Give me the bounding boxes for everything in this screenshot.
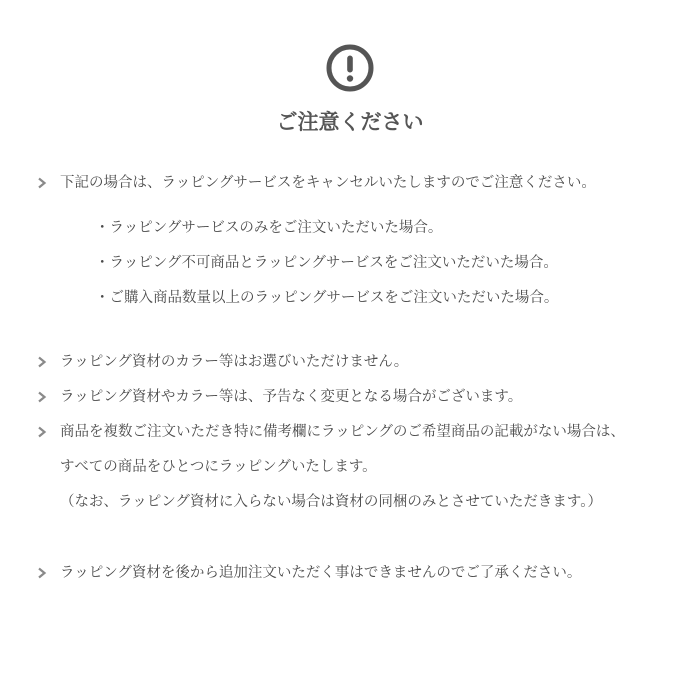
notice-item-multiple-continuation: すべての商品をひとつにラッピングいたします。 bbox=[60, 459, 377, 475]
chevron-right-icon bbox=[36, 567, 48, 579]
chevron-right-icon bbox=[36, 177, 48, 189]
notice-item-change: ラッピング資材やカラー等は、予告なく変更となる場合がございます。 bbox=[60, 389, 523, 405]
sub-item-quantity-exceeded: ・ご購入商品数量以上のラッピングサービスをご注文いただいた場合。 bbox=[95, 290, 559, 306]
sub-item-non-wrappable: ・ラッピング不可商品とラッピングサービスをご注文いただいた場合。 bbox=[95, 255, 558, 271]
chevron-right-icon bbox=[36, 426, 48, 438]
notice-item-multiple: 商品を複数ご注文いただき特に備考欄にラッピングのご希望商品の記載がない場合は、 bbox=[60, 424, 625, 440]
notice-item-multiple-note: （なお、ラッピング資材に入らない場合は資材の同梱のみとさせていただきます。） bbox=[60, 494, 603, 510]
chevron-right-icon bbox=[36, 391, 48, 403]
exclamation-circle-icon bbox=[325, 43, 375, 93]
notice-item-cancel: 下記の場合は、ラッピングサービスをキャンセルいたしますのでご注意ください。 bbox=[60, 175, 596, 191]
page-title: ご注意ください bbox=[276, 110, 424, 134]
sub-item-wrapping-only: ・ラッピングサービスのみをご注文いただいた場合。 bbox=[95, 220, 443, 236]
notice-item-color: ラッピング資材のカラー等はお選びいただけません。 bbox=[60, 354, 409, 370]
notice-item-additional: ラッピング資材を後から追加注文いただく事はできませんのでご了承ください。 bbox=[60, 565, 582, 581]
chevron-right-icon bbox=[36, 356, 48, 368]
